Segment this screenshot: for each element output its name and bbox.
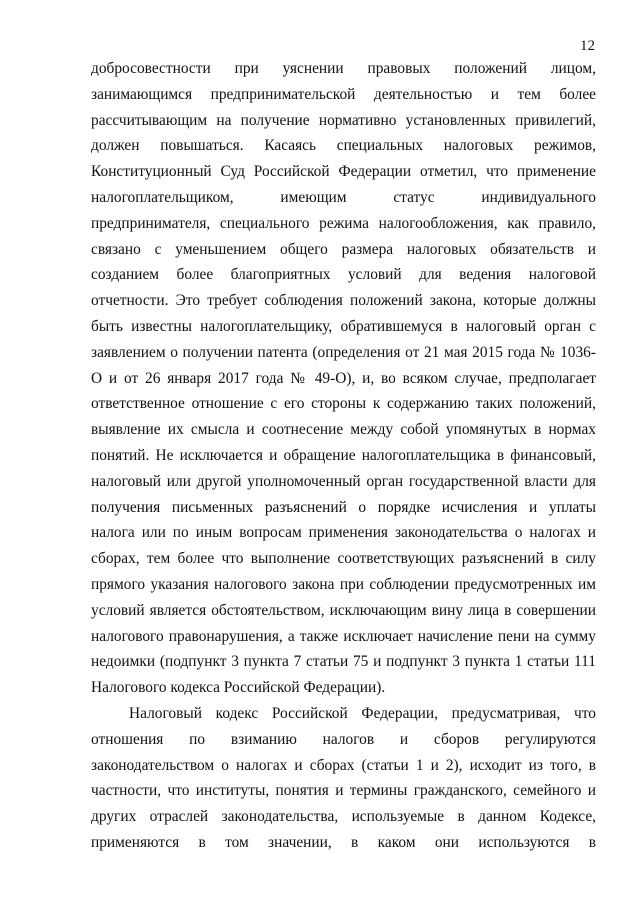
- text-line: налога или по иным вопросам применения законодательства о налогах и: [91, 524, 596, 542]
- text-line: должен повышаться. Касаясь специальных налоговых режимов,: [91, 137, 596, 155]
- text-line: налогового правонарушения, а также исключает начисление пени на сумму: [91, 627, 596, 645]
- text-line: ответственное отношение с его стороны к содержанию таких положений,: [91, 395, 596, 413]
- text-line: сборах, тем более что выполнение соответствующих разъяснений в силу: [91, 550, 596, 568]
- document-body: [91, 56, 596, 856]
- text-line: О и от 26 января 2017 года № 49-О), и, во всяком случае, предполагает: [91, 369, 596, 387]
- text-line: выявление их смысла и соотнесение между собой упомянутых в нормах: [91, 421, 596, 439]
- text-line: Налогового кодекса Российской Федерации).: [91, 679, 386, 697]
- text-line: созданием более благоприятных условий для ведения налоговой: [91, 266, 596, 284]
- text-line: связано с уменьшением общего размера налоговых обязательств и: [91, 240, 596, 258]
- text-line: добросовестности при уяснении правовых положений лицом,: [91, 60, 596, 77]
- text-line: занимающимся предпринимательской деятельностью и тем более: [91, 85, 596, 103]
- text-line: применяются в том значении, в каком они используются в: [91, 833, 596, 851]
- text-line: налогоплательщиком, имеющим статус индивидуального: [91, 188, 596, 206]
- text-line: отношения по взиманию налогов и сборов регулируются: [91, 730, 596, 748]
- text-line: законодательством о налогах и сборах (статьи 1 и 2), исходит из того, в: [91, 756, 596, 774]
- text-line: частности, что институты, понятия и термины гражданского, семейного и: [91, 782, 596, 800]
- text-line: Конституционный Суд Российской Федерации отметил, что применение: [91, 163, 596, 181]
- text-line: рассчитывающим на получение нормативно установленных привилегий,: [91, 111, 596, 129]
- text-line: быть известны налогоплательщику, обратившемуся в налоговый орган с: [91, 317, 596, 335]
- text-line: других отраслей законодательства, используемые в данном Кодексе,: [91, 808, 596, 826]
- text-line: налоговый или другой уполномоченный орган государственной власти для: [91, 472, 596, 490]
- text-line: недоимки (подпункт 3 пункта 7 статьи 75 и подпункт 3 пункта 1 статьи 111: [91, 653, 596, 671]
- text-line: условий является обстоятельством, исключающим вину лица в совершении: [91, 601, 596, 619]
- text-line: прямого указания налогового закона при соблюдении предусмотренных им: [91, 575, 596, 593]
- paragraph-2: [91, 701, 596, 856]
- text-line: понятий. Не исключается и обращение налогоплательщика в финансовый,: [91, 446, 596, 464]
- paragraph-1: [91, 56, 596, 701]
- text-line: получения письменных разъяснений о порядке исчисления и уплаты: [91, 498, 596, 516]
- text-line: отчетности. Это требует соблюдения положений закона, которые должны: [91, 292, 596, 310]
- text-line: Налоговый кодекс Российской Федерации, предусматривая, что: [129, 704, 596, 722]
- text-line: заявлением о получении патента (определения от 21 мая 2015 года № 1036-: [91, 343, 596, 361]
- text-line: предпринимателя, специального режима налогообложения, как правило,: [91, 214, 596, 232]
- page-number: 12: [580, 38, 595, 54]
